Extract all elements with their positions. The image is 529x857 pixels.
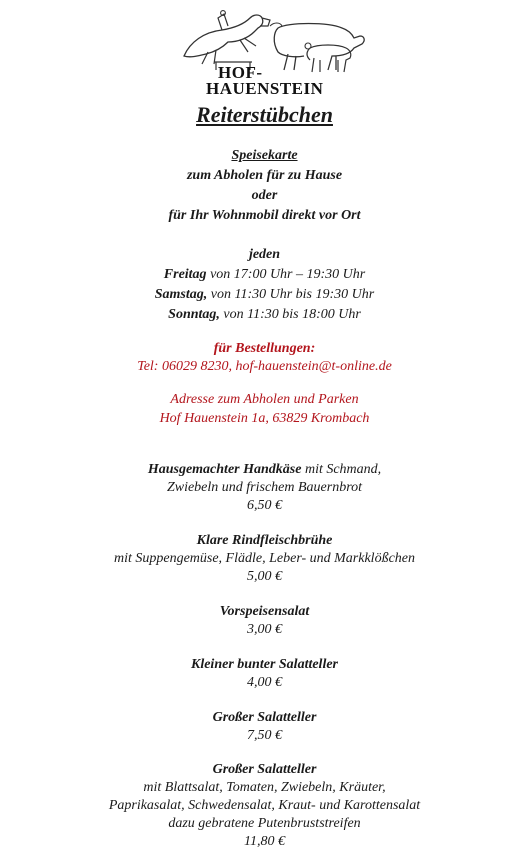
- hours-friday-day: Freitag: [163, 267, 207, 282]
- order-heading: für Bestellungen:: [213, 341, 316, 356]
- menu-item-4-price: 4,00 €: [247, 675, 282, 690]
- hours-sunday-day: Sonntag,: [168, 307, 220, 322]
- menu-item-1-desc: Zwiebeln und frischem Bauernbrot: [166, 480, 363, 495]
- menu-item-1-name: Hausgemachter Handkäse: [147, 462, 302, 477]
- menu-item-6-name: Großer Salatteller: [212, 762, 317, 777]
- menu-item-3-name: Vorspeisensalat: [219, 604, 310, 619]
- horse-and-cows-icon: [178, 8, 368, 78]
- menu-item-1-price: 6,50 €: [247, 498, 282, 513]
- menu-item-1-rest: mit Schmand,: [301, 462, 382, 477]
- menu-item-2-price: 5,00 €: [247, 569, 282, 584]
- address-line-2: Hof Hauenstein 1a, 63829 Krombach: [159, 411, 370, 426]
- speisekarte-heading: Speisekarte: [231, 148, 298, 163]
- hours-jeden: jeden: [248, 247, 281, 262]
- menu-item-2-name: Klare Rindfleischbrühe: [196, 533, 333, 548]
- hours-sunday-time: von 11:30 bis 18:00 Uhr: [219, 307, 361, 322]
- menu-item-1-title: [0, 462, 529, 478]
- address-line-1: Adresse zum Abholen und Parken: [170, 392, 359, 407]
- menu-item-6-desc-3: dazu gebratene Putenbruststreifen: [168, 816, 361, 831]
- hours-friday: [0, 267, 529, 283]
- hours-saturday: [0, 287, 529, 303]
- intro-line-1: zum Abholen für zu Hause: [186, 168, 343, 183]
- menu-item-4-name: Kleiner bunter Salatteller: [190, 657, 338, 672]
- hof-hauenstein-logo: [178, 8, 368, 98]
- menu-item-2-desc: mit Suppengemüse, Flädle, Leber- und Markklößchen: [113, 551, 416, 566]
- hours-sunday: [0, 307, 529, 323]
- hours-friday-time: von 17:00 Uhr – 19:30 Uhr: [206, 267, 366, 282]
- hours-saturday-time: von 11:30 Uhr bis 19:30 Uhr: [207, 287, 375, 302]
- intro-line-2: oder: [251, 188, 278, 203]
- menu-item-3-price: 3,00 €: [247, 622, 282, 637]
- page-title: Reiterstübchen: [196, 102, 333, 127]
- menu-item-5-price: 7,50 €: [247, 728, 282, 743]
- order-contact[interactable]: Tel: 06029 8230, hof-hauenstein@t-online.de: [137, 359, 392, 374]
- logo-text-line2: HAUENSTEIN: [206, 79, 324, 98]
- menu-item-5-name: Großer Salatteller: [212, 710, 317, 725]
- menu-item-6-desc-1: mit Blattsalat, Tomaten, Zwiebeln, Kräuter,: [143, 780, 386, 795]
- intro-line-3: für Ihr Wohnmobil direkt vor Ort: [168, 208, 361, 223]
- menu-item-6-desc-2: Paprikasalat, Schwedensalat, Kraut- und Karottensalat: [108, 798, 421, 813]
- logo-text-line1: HOF-: [218, 63, 263, 82]
- hours-saturday-day: Samstag,: [154, 287, 208, 302]
- menu-item-6-price: 11,80 €: [244, 834, 285, 849]
